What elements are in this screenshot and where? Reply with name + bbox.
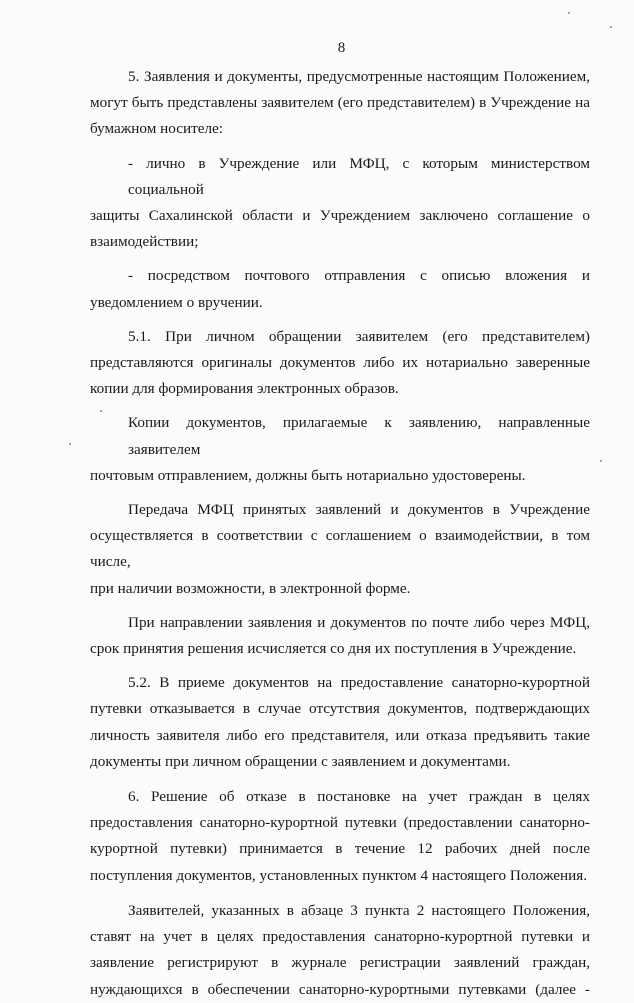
scan-speck [610, 26, 612, 28]
text-line: осуществляется в соответствии с соглашением о взаимодействии, в том числе, [90, 527, 590, 571]
document-body [90, 64, 590, 1003]
text-line: Заявителей, указанных в абзаце 3 пункта 2 настоящего Положения, [128, 901, 590, 919]
text-line: срок принятия решения исчисляется со дня их поступления в Учреждение. [90, 640, 577, 658]
scan-speck [100, 410, 102, 412]
paragraph [90, 497, 590, 602]
text-line: копии для формирования электронных образов. [90, 380, 399, 398]
paragraph [90, 410, 590, 489]
paragraph [90, 670, 590, 775]
text-line: личность заявителя либо его представителя, или отказа предъявить такие [90, 726, 590, 744]
scan-speck [600, 460, 602, 462]
text-line: 5.1. При личном обращении заявителем (его представителем) [128, 327, 590, 345]
paragraph [90, 324, 590, 403]
text-line: 6. Решение об отказе в постановке на учет граждан в целях [128, 788, 590, 806]
paragraph [90, 263, 590, 315]
text-line: при наличии возможности, в электронной форме. [90, 579, 411, 597]
text-line: представляются оригиналы документов либо их нотариально заверенные [90, 354, 590, 372]
text-line: документы при личном обращении с заявлением и документами. [90, 752, 511, 770]
text-line: заявление регистрируют в журнале регистрации заявлений граждан, [90, 954, 590, 972]
text-line: Передача МФЦ принятых заявлений и документов в Учреждение [128, 501, 590, 519]
paragraph [90, 610, 590, 662]
text-line: нуждающихся в обеспечении санаторно-курортными путевками (далее - [90, 980, 590, 998]
text-line: 5.2. В приеме документов на предоставление санаторно-курортной [128, 674, 590, 692]
text-line: почтовым отправлением, должны быть нотариально удостоверены. [90, 466, 526, 484]
paragraph [90, 784, 590, 889]
text-line: взаимодействии; [90, 233, 199, 251]
text-line: бумажном носителе: [90, 120, 224, 138]
paragraph [90, 898, 590, 1003]
paragraph [90, 151, 590, 256]
text-line: защиты Сахалинской области и Учреждением заключено соглашение о [90, 207, 590, 225]
text-line: предоставления санаторно-курортной путевки (предоставлении санаторно- [90, 814, 590, 832]
text-line: курортной путевки) принимается в течение 12 рабочих дней после [90, 840, 590, 858]
text-line: 5. Заявления и документы, предусмотренные настоящим Положением, [128, 68, 590, 85]
text-line: могут быть представлены заявителем (его представителем) в Учреждение на [90, 94, 590, 112]
text-line: При направлении заявления и документов по почте либо через МФЦ, [128, 613, 590, 631]
scan-speck [568, 12, 570, 14]
text-line: поступления документов, установленных пунктом 4 настоящего Положения. [90, 866, 588, 884]
text-line: путевки отказывается в случае отсутствия документов, подтверждающих [90, 700, 590, 718]
text-line: - посредством почтового отправления с описью вложения и [128, 267, 590, 285]
scan-speck [69, 443, 71, 445]
page-number: 8 [337, 40, 346, 56]
paragraph [90, 64, 590, 143]
text-line: Копии документов, прилагаемые к заявлению, направленные заявителем [128, 414, 590, 458]
text-line: уведомлением о вручении. [90, 293, 263, 311]
text-line: - лично в Учреждение или МФЦ, с которым министерством социальной [128, 154, 590, 198]
text-line: ставят на учет в целях предоставления санаторно-курортной путевки и [90, 928, 590, 946]
